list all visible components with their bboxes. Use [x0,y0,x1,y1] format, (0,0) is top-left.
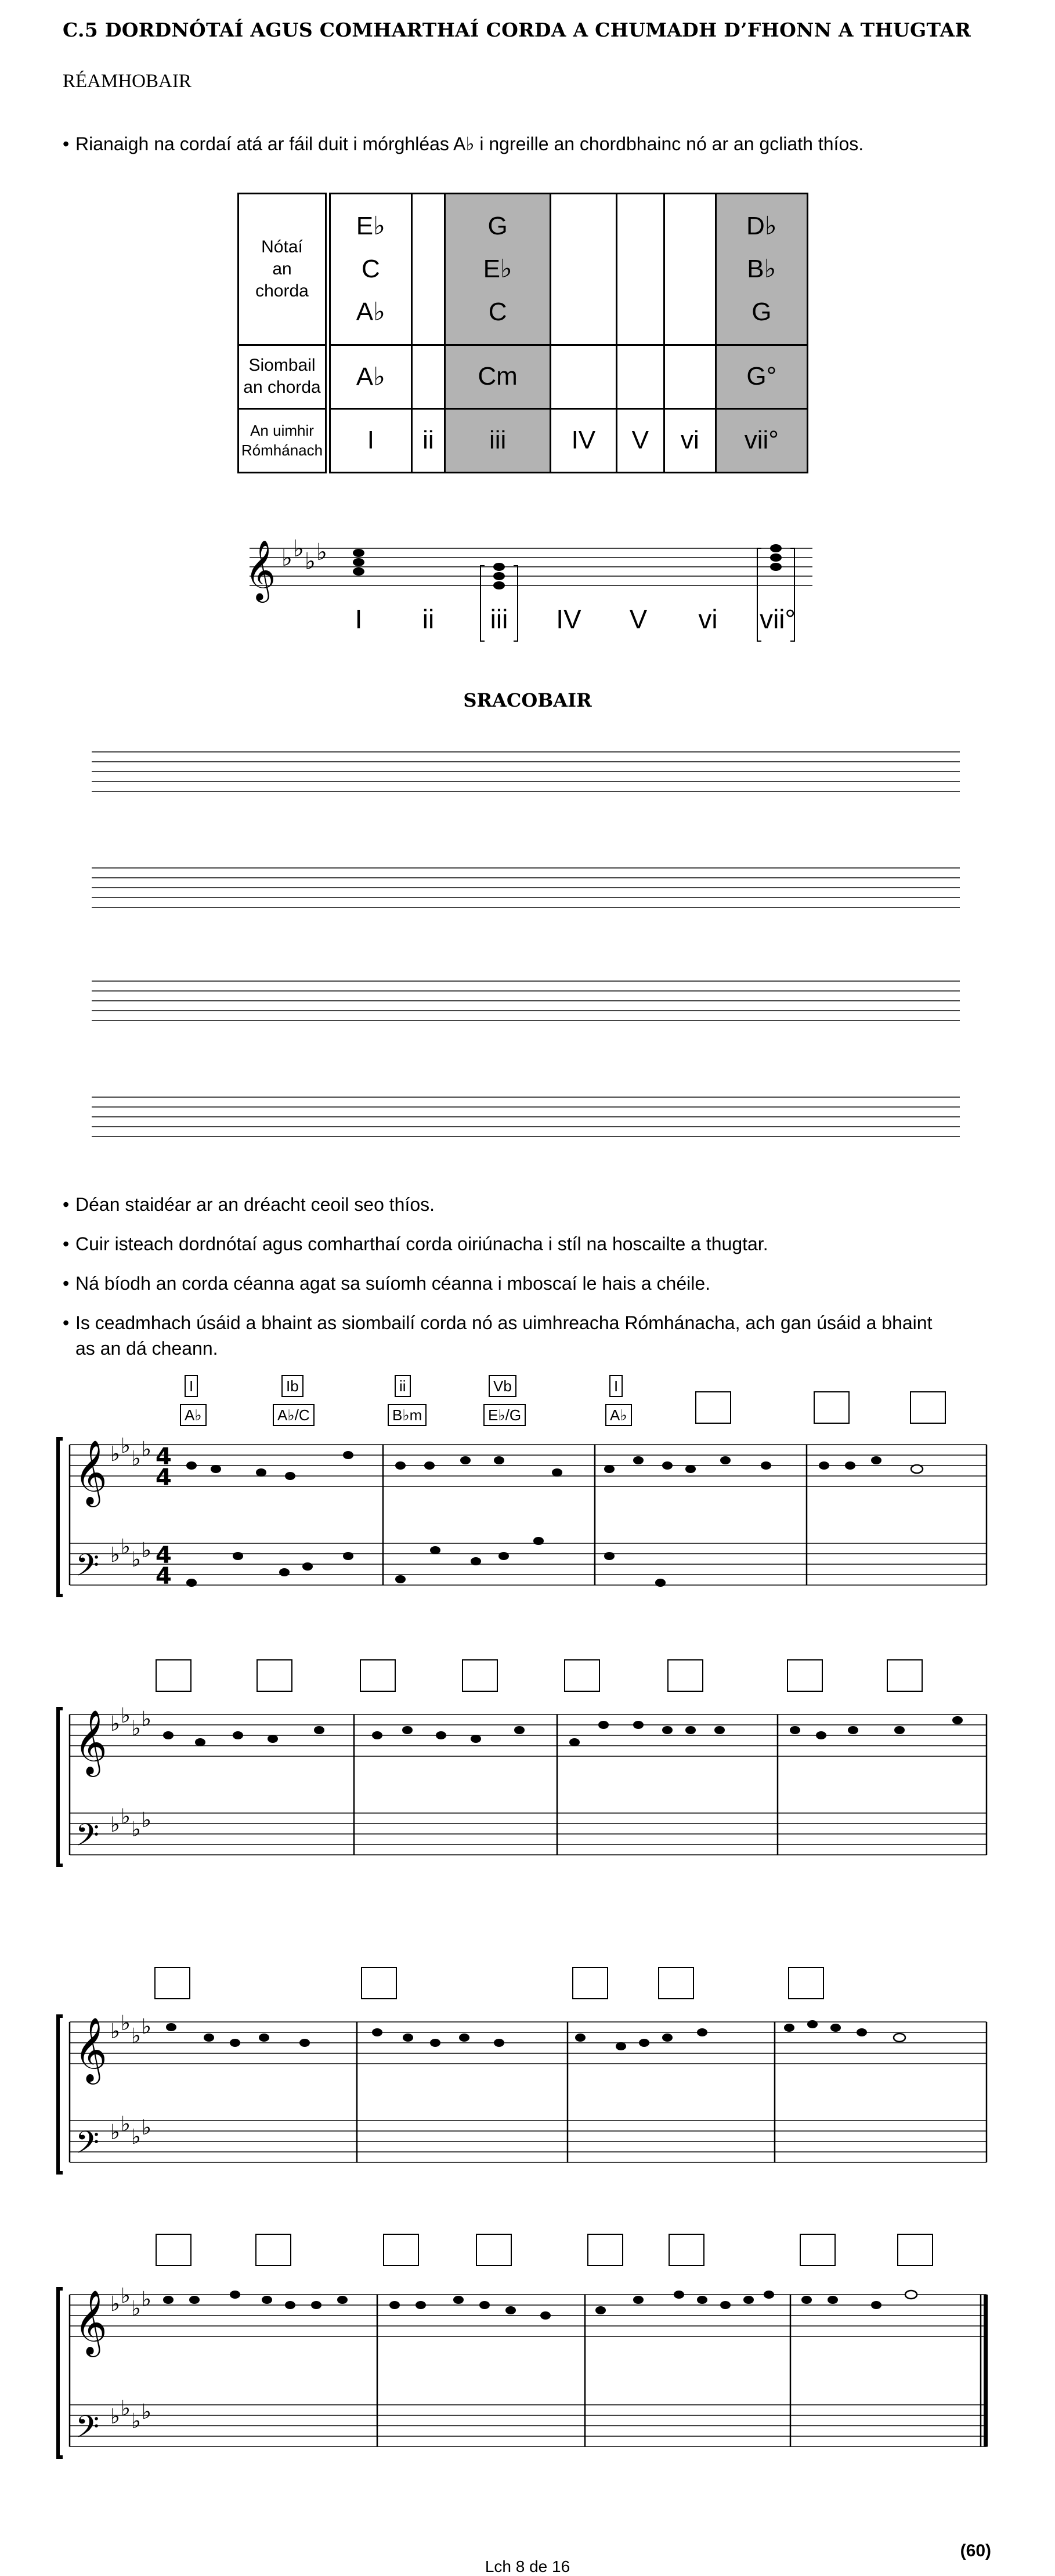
chord-answer-box[interactable] [587,2234,623,2266]
svg-text:♭: ♭ [142,2400,151,2424]
chord-answer-box[interactable] [360,1659,396,1692]
chord-answer-box[interactable] [814,1391,850,1424]
chord-answer-box[interactable] [669,2234,704,2266]
chord-answer-box[interactable] [383,2234,419,2266]
chord-notes-2[interactable] [411,194,445,345]
scale-roman-1: I [355,604,363,634]
section-heading: RÉAMHOBAIR [63,71,192,92]
given-chord-roman-5: I [609,1375,623,1397]
chord-answer-box[interactable] [154,1967,190,1999]
chord-answer-box[interactable] [156,1659,192,1692]
treble-clef-icon: 𝄞 [245,540,276,600]
instruction-2: • Cuir isteach dordnótaí agus comharthaí corda oiriúnacha i stíl na hoscailte a thugtar. [63,1233,768,1254]
time-signature-bottom: 4 [156,1563,172,1590]
treble-clef-icon: 𝄞 [74,2017,107,2082]
svg-text:♭: ♭ [131,1548,141,1572]
instruction-4: • Is ceadmhach úsáid a bhaint as siombailí corda nó as uimhreacha Rómhánacha, ach gan úsáid a bhaint as an dá cheann. [63,1312,933,1359]
svg-text:♭: ♭ [293,536,304,562]
svg-text:♭: ♭ [110,1813,120,1837]
svg-text:♭: ♭ [142,2116,151,2140]
music-system-2 [52,1697,1004,1888]
chord-notes-7[interactable]: D♭ B♭ G [716,194,807,345]
chord-answer-box[interactable] [695,1391,731,1424]
chord-answer-box[interactable] [572,1967,608,1999]
chord-answer-box[interactable] [897,2234,933,2266]
svg-text:♭: ♭ [110,1442,120,1466]
given-chord-symbol-2: A♭/C [273,1404,315,1426]
given-chord-roman-2: Ib [281,1375,304,1397]
question-title: C.5 DORDNÓTAÍ AGUS COMHARTHAÍ CORDA A CHUMADH D’FHONN A THUGTAR [63,19,971,41]
chord-answer-box[interactable] [787,1659,823,1692]
scale-roman-4: IV [556,604,581,634]
svg-text:♭: ♭ [131,1717,141,1741]
time-signature-top: 4 [156,1542,172,1569]
scale-roman-7: vii° [760,604,796,634]
chord-answer-box[interactable] [887,1659,923,1692]
bass-clef-icon: 𝄢 [75,1818,100,1861]
chord-answer-box[interactable] [256,1659,292,1692]
chord-symbol-2[interactable] [411,345,445,408]
given-chord-symbol-3: B♭m [388,1404,427,1426]
scale-roman-5: V [629,604,648,634]
chord-notes-3[interactable]: G E♭ C [445,194,551,345]
music-system-1 [52,1427,1004,1619]
scale-roman-2: ii [422,604,435,634]
treble-clef-icon: 𝄞 [74,1709,107,1774]
svg-text:♭: ♭ [142,1539,151,1562]
roman-5: V [616,408,664,472]
row-label-symbol: Siombail an chorda [239,345,328,408]
given-chord-symbol-5: A♭ [605,1404,632,1426]
given-chord-roman-1: I [185,1375,198,1397]
roman-4: IV [551,408,617,472]
chord-symbol-6[interactable] [664,345,716,408]
chord-notes-4[interactable] [551,194,617,345]
chord-symbol-3[interactable]: Cm [445,345,551,408]
chord-symbol-4[interactable] [551,345,617,408]
svg-text:♭: ♭ [110,1543,120,1567]
bass-clef-icon: 𝄢 [75,2125,100,2168]
instruction-3: • Ná bíodh an corda céanna agat sa suíomh céanna i mboscaí le hais a chéile. [63,1273,711,1294]
chord-answer-box[interactable] [462,1659,498,1692]
chord-notes-5[interactable] [616,194,664,345]
music-system-4 [52,2271,1004,2492]
svg-text:♭: ♭ [131,2297,141,2321]
marks-total: (60) [960,2541,991,2560]
time-signature-top: 4 [156,1443,172,1470]
chord-answer-box[interactable] [255,2234,291,2266]
chord-notes-6[interactable] [664,194,716,345]
chord-notes-1[interactable]: E♭ C A♭ [328,194,411,345]
rough-work-heading: SRACOBAIR [463,689,592,711]
page-footer: Lch 8 de 16 [485,2557,570,2575]
chord-answer-box[interactable] [564,1659,600,1692]
svg-text:♭: ♭ [142,1808,151,1832]
chord-answer-box[interactable] [156,2234,192,2266]
scale-roman-6: vi [698,604,718,634]
svg-text:♭: ♭ [121,1434,131,1458]
svg-text:♭: ♭ [131,1818,141,1841]
svg-text:♭: ♭ [121,2284,131,2308]
svg-text:♭: ♭ [305,548,316,575]
svg-text:♭: ♭ [131,2409,141,2433]
svg-text:♭: ♭ [142,2288,151,2311]
given-chord-roman-4: Vb [489,1375,516,1397]
svg-text:♭: ♭ [131,2125,141,2149]
chord-answer-box[interactable] [667,1659,703,1692]
svg-text:♭: ♭ [121,1535,131,1559]
roman-3: iii [445,408,551,472]
given-chord-roman-3: ii [395,1375,411,1397]
chord-symbol-7[interactable]: G° [716,345,807,408]
chord-grid [237,193,808,473]
chord-answer-box[interactable] [910,1391,946,1424]
chord-answer-box[interactable] [788,1967,824,1999]
roman-6: vi [664,408,716,472]
music-system-3 [52,2005,1004,2196]
chord-answer-box[interactable] [476,2234,512,2266]
roman-7: vii° [716,408,807,472]
svg-text:♭: ♭ [121,2011,131,2035]
treble-clef-icon: 𝄞 [74,2289,107,2354]
svg-text:♭: ♭ [121,1805,131,1829]
svg-text:♭: ♭ [131,2024,141,2048]
svg-text:♭: ♭ [110,1712,120,1736]
intro-bullet: • Rianaigh na cordaí atá ar fáil duit i mórghléas A♭ i ngreille an chordbhainc nó ar an gcliath thíos. [63,133,864,154]
svg-text:♭: ♭ [142,2015,151,2039]
chord-symbol-5[interactable] [616,345,664,408]
chord-answer-box[interactable] [361,1967,397,1999]
svg-text:♭: ♭ [281,545,292,571]
chord-answer-box[interactable] [800,2234,836,2266]
chord-symbol-1[interactable]: A♭ [328,345,411,408]
svg-text:♭: ♭ [110,2292,120,2316]
row-label-notes: Nótaí an chorda [239,194,328,345]
svg-text:♭: ♭ [131,1447,141,1471]
given-chord-symbol-1: A♭ [180,1404,207,1426]
given-chord-symbol-4: E♭/G [483,1404,526,1426]
roman-2: ii [411,408,445,472]
svg-text:♭: ♭ [142,1438,151,1461]
svg-text:♭: ♭ [110,2020,120,2043]
time-signature-bottom: 4 [156,1464,172,1491]
bass-clef-icon: 𝄢 [75,1548,100,1591]
svg-text:♭: ♭ [316,539,327,566]
svg-text:♭: ♭ [110,2121,120,2144]
svg-text:♭: ♭ [121,1704,131,1728]
instruction-1: • Déan staidéar ar an dréacht ceoil seo thíos. [63,1194,435,1215]
treble-clef-icon: 𝄞 [74,1439,107,1504]
bass-clef-icon: 𝄢 [75,2409,100,2452]
roman-1: I [328,408,411,472]
scale-roman-3: iii [490,604,508,634]
svg-text:♭: ♭ [121,2397,131,2421]
svg-text:♭: ♭ [121,2112,131,2136]
svg-text:♭: ♭ [110,2405,120,2429]
row-label-roman: An uimhir Rómhánach [239,408,328,472]
svg-text:♭: ♭ [142,1707,151,1731]
chord-answer-box[interactable] [658,1967,694,1999]
intro-text: Rianaigh na cordaí atá ar fáil duit i mórghléas A♭ i ngreille an chordbhainc nó ar an gcliath thíos. [75,133,864,154]
